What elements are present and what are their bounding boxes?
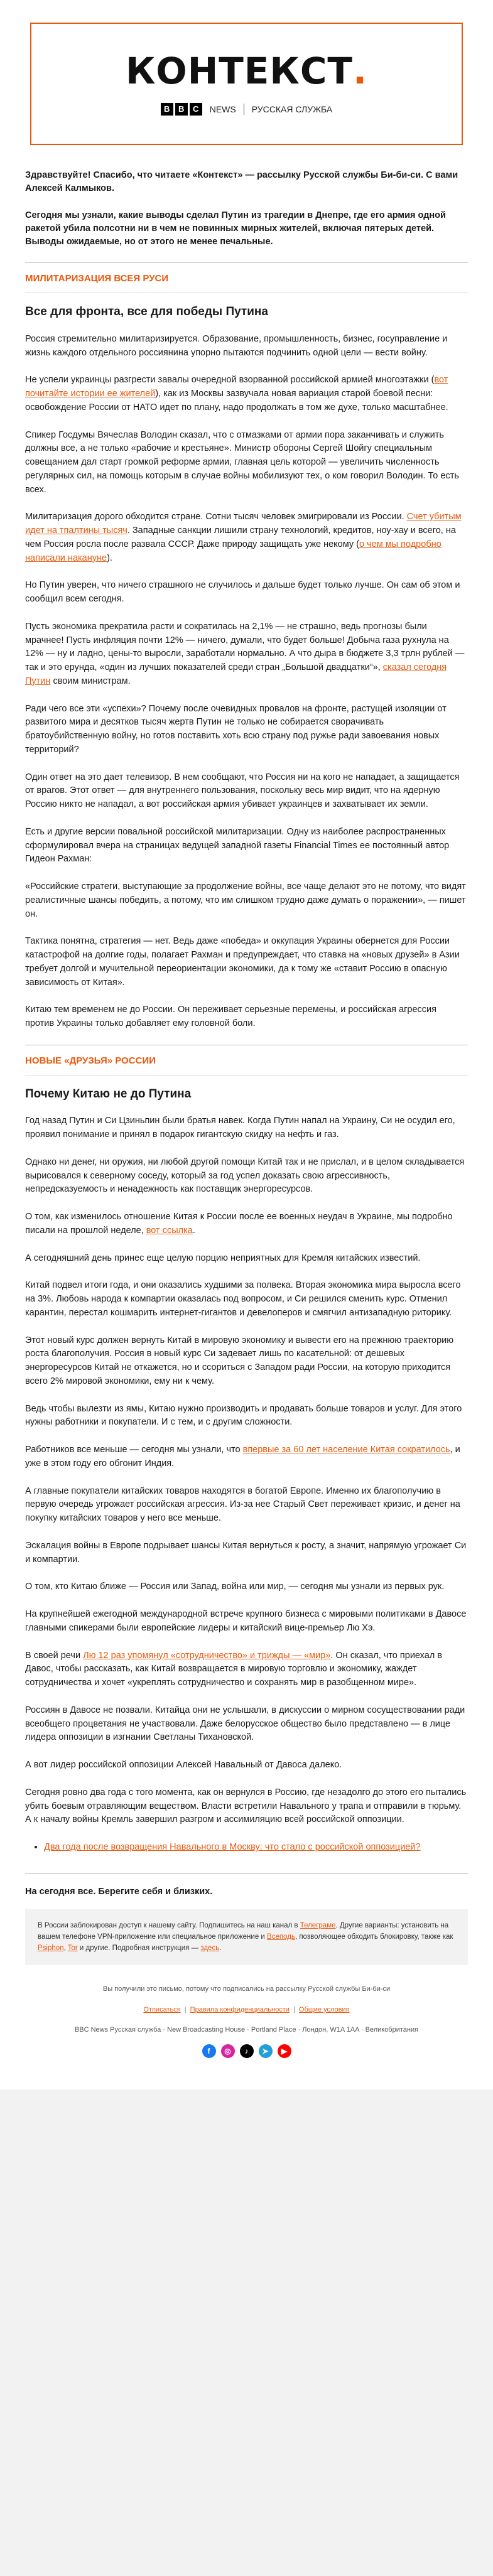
- paragraph: [25, 620, 468, 689]
- text: В России заблокирован доступ к нашему сайту. Подпишитесь на наш канал в: [38, 1921, 300, 1929]
- paragraph: Китай подвел итоги года, и они оказались худшими за полвека. Вторая экономика мира выросла всего на 3%. Любовь народа к компартии оказалась под вопросом, и Си решился сменить курс. Отменил карантин, перестал кошмарить интернет-гигантов и девелоперов и смягчил антизападную риторику.: [25, 1280, 461, 1318]
- link-residents-stories[interactable]: вот почитайте истории ее жителей: [25, 375, 448, 399]
- paragraph: Тактика понятна, стратегия — нет. Ведь даже «победа» и оккупация Украины обернется для России катастрофой на долгие годы, полагает Рахман и предупреждает, что ставка на «новых друзей» в Азии требует долгой и мучительной переориентации экономики, да к тому же «ставит Россию в опасную зависимость от Китая».: [25, 936, 460, 988]
- postal-address: BBC News Русская служба · New Broadcasting House · Portland Place · Лондон, W1A 1AA · Великобритания: [74, 2026, 419, 2034]
- related-links: [25, 1841, 468, 1855]
- paragraph: На крупнейшей ежегодной международной встрече крупного бизнеса с мировыми политиками в Давосе главными спикерами были европейские лидеры и китайский вице-премьер Лю Хэ.: [25, 1609, 467, 1633]
- article-title: Почему Китаю не до Путина: [25, 1087, 192, 1101]
- paragraph: Ради чего все эти «успехи»? Почему после очевидных провалов на фронте, растущей изоляции от развитого мира и десятков тысяч жертв Путин не только не собирается сворачивать братоубийственную войну, но готов поставить хоть всю страну под ружье ради завоевания новых территорий?: [25, 703, 447, 755]
- text: ,: [63, 1944, 68, 1952]
- link-here[interactable]: вот ссылка: [146, 1225, 193, 1236]
- section-label-new-friends: НОВЫЕ «ДРУЗЬЯ» РОССИИ: [25, 1045, 468, 1075]
- footer: [25, 1984, 468, 2058]
- link-instructions[interactable]: здесь: [200, 1944, 220, 1952]
- kontekst-logo: [125, 49, 368, 92]
- paragraph: [25, 1443, 468, 1471]
- paragraph: Один ответ на это дает телевизор. В нем сообщают, что Россия ни на кого не нападает, а защищается от врагов. Этот ответ — для внутреннего пользования, поскольку весь мир видит, что на ядерную Россию никто не нападал, а вот российская армия убивает украинцев и захватывает их земли.: [25, 772, 460, 810]
- bbc-news-label: NEWS: [209, 104, 236, 114]
- text: .: [192, 1225, 195, 1236]
- bbc-letter-c: C: [190, 103, 202, 116]
- greeting: [25, 169, 468, 249]
- link-tor[interactable]: Tor: [67, 1944, 78, 1952]
- text: Пусть экономика прекратила расти и сократилась на 2,1% — не страшно, ведь прогнозы были мрачнее! Пусть инфляция почти 12% — ничего, думали, что будет больше! Добыча газа рухнула на 12% — ну и ладно, цены-то выросли, заработали нормально. А что дыра в бюджете 3,3 трлн рублей — так и это ерунда, «один из лучших показателей среди стран „Большой двадцатки“»,: [25, 621, 465, 673]
- greeting-summary: Сегодня мы узнали, какие выводы сделал Путин из трагедии в Днепре, где его армия одной ракетой убила полсотни ни в чем не повинных мирных жителей, включая пятерых детей. Выводы ожидаемые, но от этого не менее печальные.: [25, 210, 446, 247]
- text: О том, как изменилось отношение Китая к России после ее военных неудач в Украине, мы подробно писали на прошлой неделе,: [25, 1212, 453, 1236]
- text: . Западные санкции лишили страну технологий, кредитов, ноу-хау и всего, на чем Россия росла после развала СССР. Даже природу защищать уже некому (: [25, 525, 456, 549]
- paragraph: А сегодняшний день принес еще целую порцию неприятных для Кремля китайских известий.: [25, 1253, 421, 1263]
- link-telegram[interactable]: Телеграме: [300, 1921, 336, 1929]
- link-liu-he-speech[interactable]: Лю 12 раз упомянул «сотрудничество» и трижды — «мир»: [83, 1650, 331, 1661]
- logo-text: КОНТЕКСТ: [125, 49, 353, 92]
- paragraph: [25, 1649, 468, 1690]
- paragraph: «Российские стратеги, выступающие за продолжение войны, все чаще делают это не потому, что видят реалистичные шансы победить, а потому, что им слишком трудно даже думать о поражении», — пишет он.: [25, 881, 466, 919]
- subscription-reason: Вы получили это письмо, потому что подписались на рассылку Русской службы Би-би-си: [102, 1985, 391, 1993]
- text: ).: [107, 552, 112, 563]
- list-item: [44, 1841, 468, 1855]
- text: и другие. Подробная инструкция —: [77, 1944, 201, 1952]
- article-militarization: [25, 262, 468, 1031]
- logo-dot: .: [352, 49, 368, 92]
- paragraph: [25, 1210, 468, 1238]
- link-putin-said[interactable]: сказал сегодня Путин: [25, 662, 447, 686]
- paragraph: Спикер Госдумы Вячеслав Володин сказал, что с отмазками от армии пора заканчивать и служить должны все, а не только «рабочие и крестьяне». Министр обороны Сергей Шойгу специальным совещанием дал старт громкой реформе армии, главная цель которой — увеличить численность регулярных сил, на помощь которым в случае войны мобилизуют тех, о ком говорил Володин. То есть всех.: [25, 429, 459, 495]
- paragraph: Ведь чтобы вылезти из ямы, Китаю нужно производить и продавать больше товаров и услуг. Для этого нужны работники и покупатели. И с тем, и с другим сложности.: [25, 1403, 462, 1428]
- paragraph: Этот новый курс должен вернуть Китай в мировую экономику и вывести его на прежнюю траекторию роста благополучия. Россия в новый курс Си задевает лишь по касательной: от дешевых энергоресурсов Китай не откажется, но и ссориться с Западом ради России, на которую приходится всего 2% мировой экономики, ему ни к чему.: [25, 1335, 454, 1386]
- service-name: РУССКАЯ СЛУЖБА: [251, 104, 333, 114]
- bbc-logo-icon: [161, 103, 202, 116]
- paragraph: Россия стремительно милитаризируется. Образование, промышленность, бизнес, госуправление и жизнь каждого отдельного россиянина упорно пытаются подчинить одной цели — вести войну.: [25, 333, 448, 358]
- section-label-militarization: МИЛИТАРИЗАЦИЯ ВСЕЯ РУСИ: [25, 263, 468, 293]
- link-separator: |: [293, 2005, 295, 2013]
- footer-links: [25, 2005, 468, 2015]
- youtube-icon[interactable]: ▶: [278, 2044, 291, 2058]
- paragraph: Россиян в Давосе не позвали. Китайца они не услышали, в дискуссии о мирном сосуществовании ради всеобщего процветания не участвовали. Даже белорусское общество было представлено — в лице лидера оппозиции в изгнании Светланы Тихановской.: [25, 1705, 465, 1743]
- text: , позволяющее обходить блокировку, также как: [295, 1932, 453, 1941]
- terms-link[interactable]: Общие условия: [298, 2005, 350, 2013]
- bbc-letter-b2: B: [175, 103, 188, 116]
- text: Милитаризация дорого обходится стране. Сотни тысяч человек эмигрировали из России.: [25, 512, 407, 522]
- article-china: [25, 1045, 468, 1855]
- paragraph: [25, 510, 468, 565]
- text: .: [219, 1944, 222, 1952]
- link-psiphon[interactable]: Psiphon: [38, 1944, 64, 1952]
- text: . Другие варианты: установить на вашем телефоне VPN-приложение или специальное приложение и: [38, 1921, 449, 1941]
- paragraph: А вот лидер российской оппозиции Алексей Навальный от Давоса далеко.: [25, 1760, 342, 1770]
- facebook-icon[interactable]: f: [202, 2044, 216, 2058]
- greeting-intro: Здравствуйте! Спасибо, что читаете «Контекст» — рассылку Русской службы Би-би-си. С вами Алексей Калмыков.: [25, 170, 458, 194]
- paragraph: [25, 374, 468, 414]
- text: своим министрам.: [50, 676, 131, 686]
- text: Работников все меньше — сегодня мы узнали, что: [25, 1445, 243, 1455]
- paragraph: Китаю тем временем не до России. Он переживает серьезные перемены, и российская агрессия против Украины только добавляет ему головной боли.: [25, 1005, 436, 1029]
- social-links: [25, 2044, 468, 2058]
- paragraph: Сегодня ровно два года с того момента, как он вернулся в Россию, где незадолго до этого его пытались убить боевым отравляющим веществом. Власти встретили Навального у трапа и отправили в тюрьму. А к началу войны Кремль завершил разгром и ассимиляцию всей российской оппозиции.: [25, 1787, 467, 1825]
- link-population-decline[interactable]: впервые за 60 лет население Китая сократилось: [242, 1445, 450, 1455]
- signoff: На сегодня все. Берегите себя и близких.: [25, 1873, 468, 1909]
- tiktok-icon[interactable]: ♪: [240, 2044, 254, 2058]
- text: ), как из Москвы зазвучала новая вариация старой боевой песни: освобождение России от НАТО идет по плану, надо продолжать в том же духе, только масштабнее.: [25, 389, 448, 412]
- article-title: Все для фронта, все для победы Путина: [25, 305, 268, 319]
- paragraph: О том, кто Китаю ближе — Россия или Запад, война или мир, — сегодня мы узнали из первых рук.: [25, 1582, 445, 1592]
- telegram-icon[interactable]: ➤: [259, 2044, 273, 2058]
- paragraph: Эскалация войны в Европе подрывает шансы Китая вернуться к росту, а значит, напрямую угрожает Си и компартии.: [25, 1540, 467, 1565]
- instagram-icon[interactable]: ◎: [221, 2044, 235, 2058]
- text: В своей речи: [25, 1650, 84, 1661]
- link-navalny-two-years[interactable]: Два года после возвращения Навального в Москву: что стало с российской оппозицией?: [44, 1842, 421, 1853]
- unsubscribe-link[interactable]: Отписаться: [143, 2005, 181, 2013]
- text: . Он сказал, что приехал в Давос, чтобы рассказать, как Китай возвращается в мировую торговлю и экономику, жаждет сотрудничества и хочет «укреплять сотрудничество и сохранять мир в разобщенном мире».: [25, 1650, 443, 1688]
- text: Не успели украинцы разгрести завалы очередной взорванной российской армией многоэтажки (: [25, 375, 435, 385]
- paragraph: Есть и другие версии повальной российской милитаризации. Одну из наиболее распространенных сформулировал вчера на страницах ведущей западной газеты Financial Times ее постоянный автор Гидеон Рахман:: [25, 826, 450, 865]
- blocking-notice: [25, 1909, 468, 1965]
- brand-header: [30, 23, 463, 145]
- paragraph: А главные покупатели китайских товаров находятся в богатой Европе. Именно их благополучию в первую очередь угрожает российская агрессия. Из-за нее Старый Свет переживает кризис, и денег на покупку китайских товаров у него все меньше.: [25, 1485, 460, 1524]
- text: , и уже в этом году его обгонит Индия.: [25, 1445, 460, 1469]
- privacy-link[interactable]: Правила конфиденциальности: [190, 2005, 290, 2013]
- link-app[interactable]: Всеподь: [267, 1932, 295, 1941]
- paragraph: Но Путин уверен, что ничего страшного не случилось и дальше будет только лучше. Он сам об этом и сообщил всем сегодня.: [25, 580, 460, 605]
- bbc-service-line: [161, 103, 333, 116]
- paragraph: Однако ни денег, ни оружия, ни любой другой помощи Китай так и не прислал, и в целом складывается вырисовался к северному соседу, который за год успел доказать свою агрессивность, непредсказуемость и ненадежность как поставщик энергоресурсов.: [25, 1156, 465, 1195]
- link-casualties[interactable]: Счет убитым идет на тпалтины тысяч: [25, 512, 462, 536]
- link-nature-article[interactable]: о чем мы подробно написали накануне: [25, 539, 442, 563]
- link-separator: |: [184, 2005, 187, 2013]
- paragraph: Год назад Путин и Си Цзиньпин были братья навек. Когда Путин напал на Украину, Си не осудил его, проявил понимание и принял в подарок гигантскую скидку на нефть и газ.: [25, 1116, 455, 1140]
- bbc-letter-b1: B: [161, 103, 173, 116]
